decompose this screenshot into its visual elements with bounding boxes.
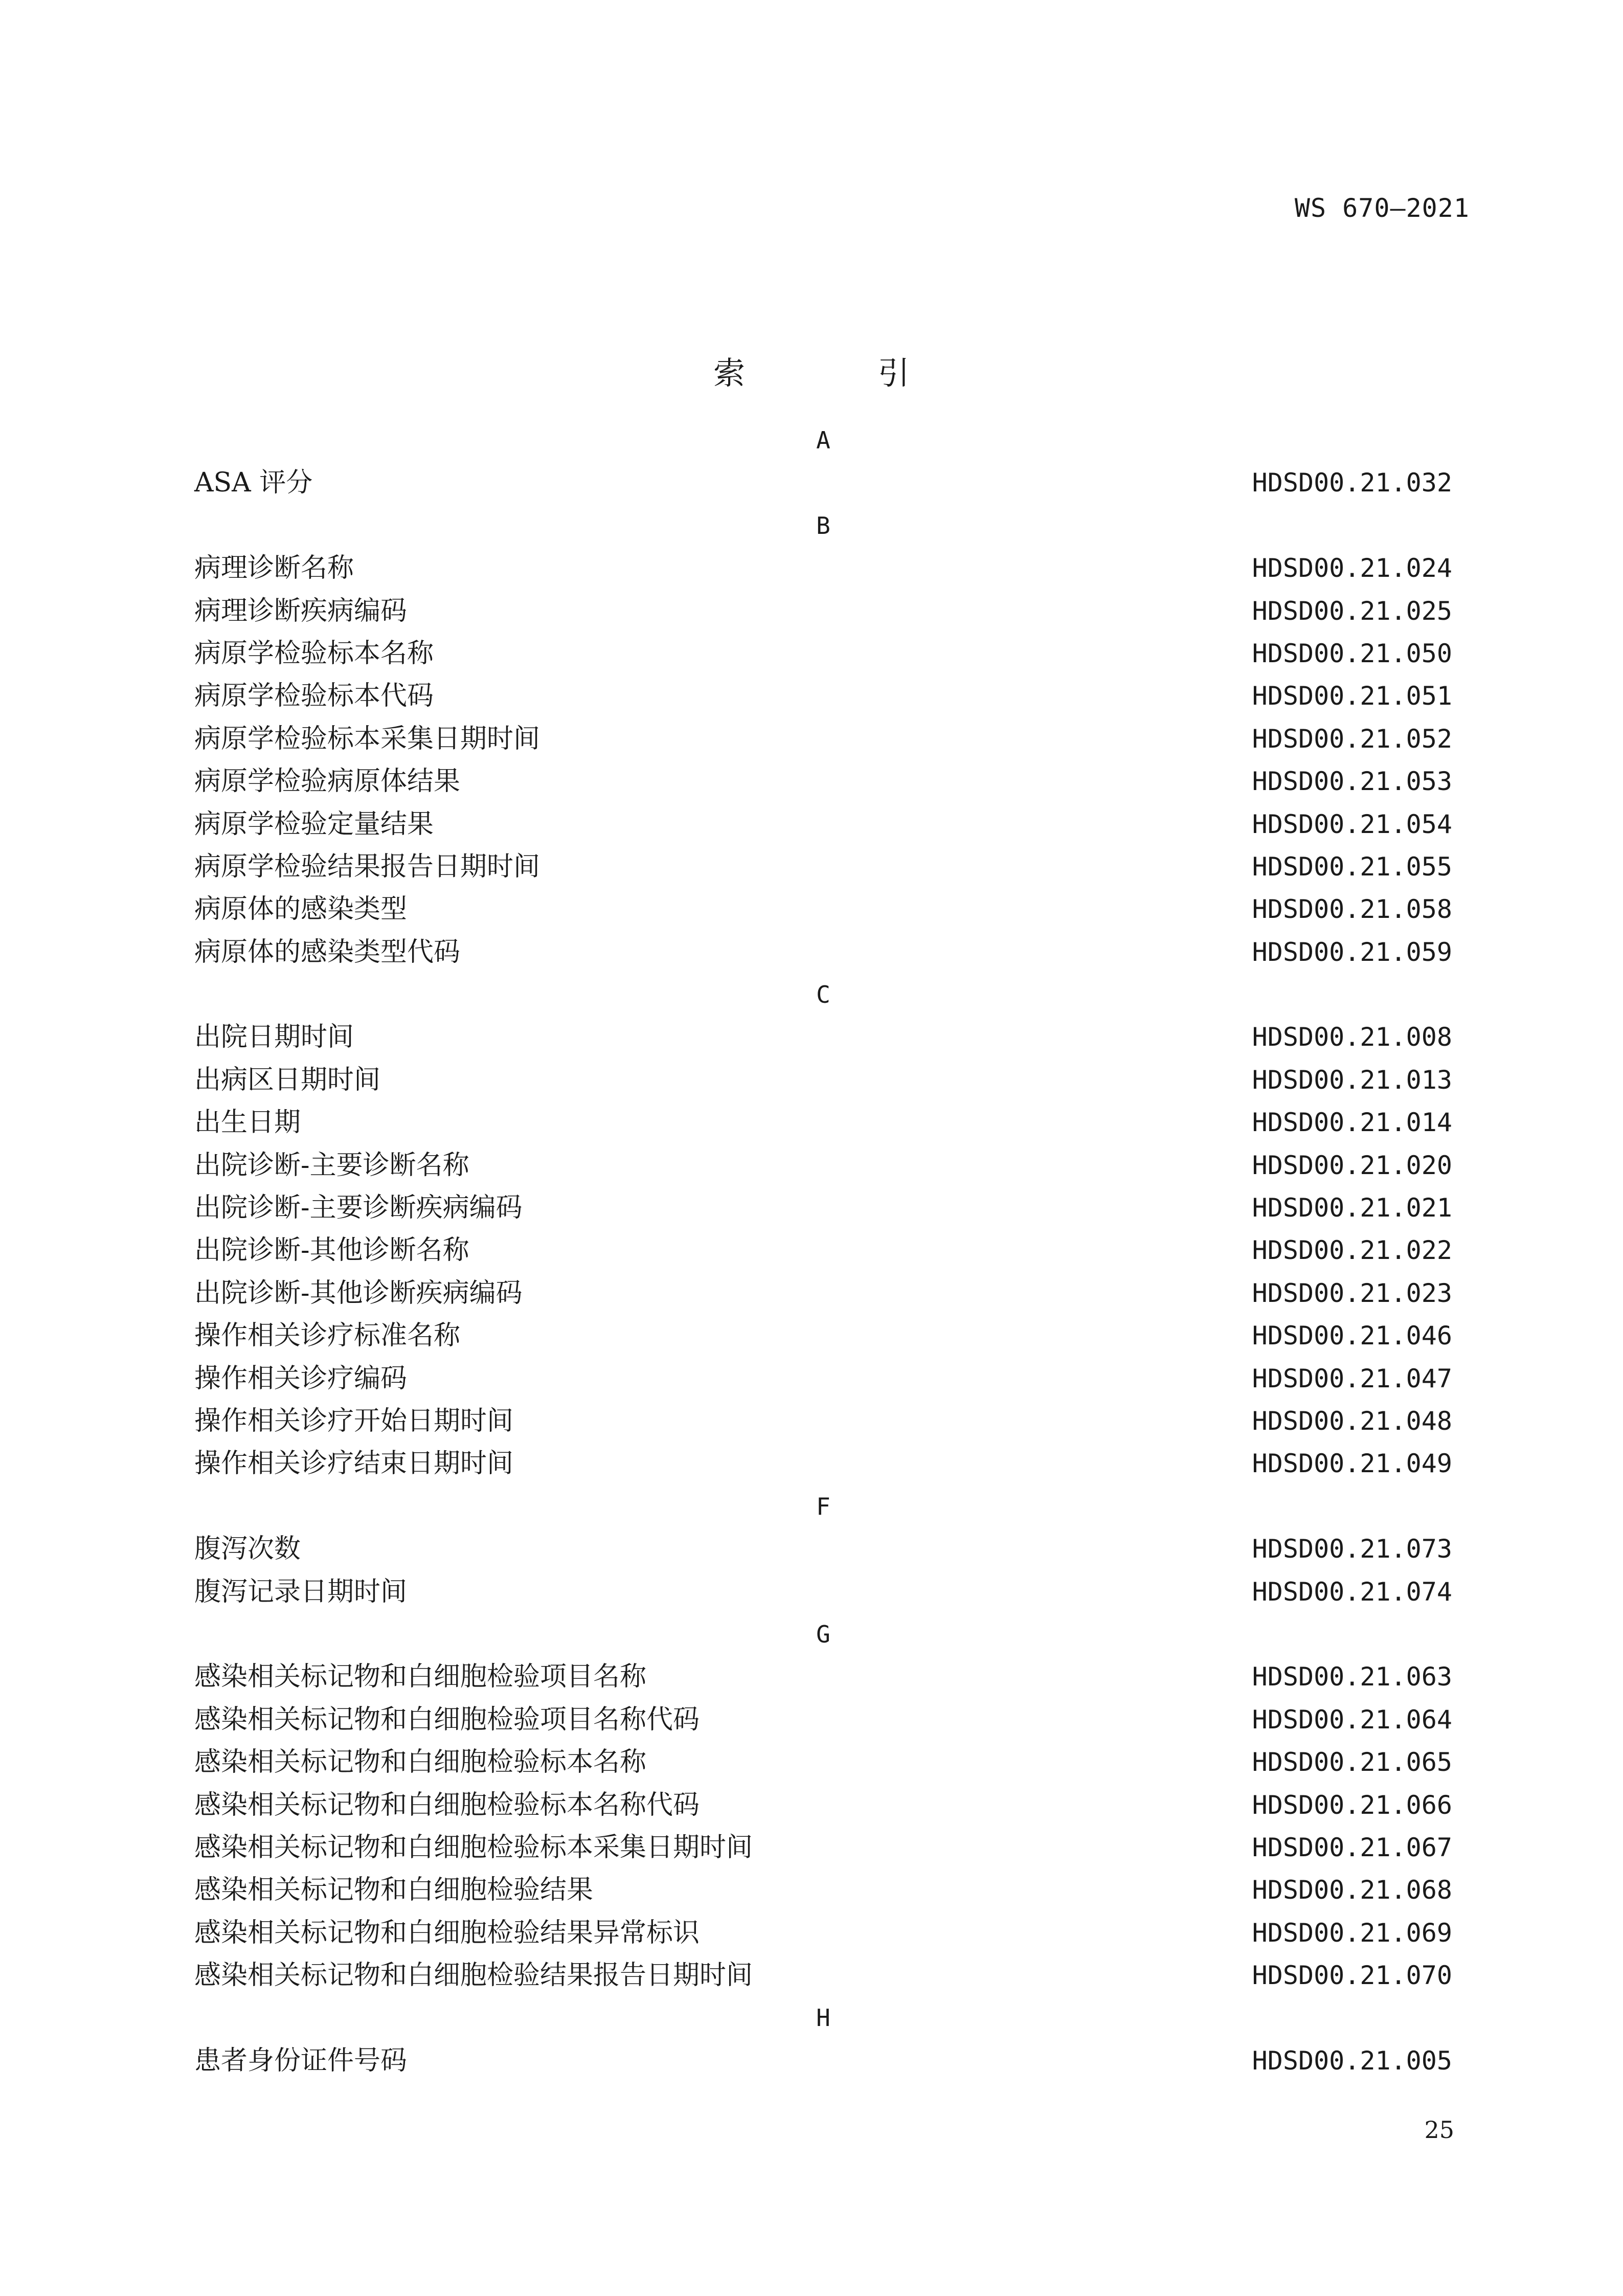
index-entry: [194, 888, 1452, 931]
index-entry: [194, 1101, 1452, 1144]
index-entry-code: HDSD00.21.051: [1252, 681, 1452, 711]
index-entry-term: 病理诊断名称: [194, 553, 354, 584]
index-entry: [194, 1528, 1452, 1570]
index-entry-term: 感染相关标记物和白细胞检验项目名称代码: [194, 1704, 700, 1735]
index-letter-heading: F: [816, 1492, 830, 1520]
index-letter-heading: B: [816, 511, 830, 539]
index-entry: [194, 1784, 1452, 1827]
index-letter-heading: A: [816, 426, 830, 454]
index-letter-heading: H: [816, 2004, 830, 2032]
index-entry-code: HDSD00.21.046: [1252, 1321, 1452, 1351]
index-entry-term: 感染相关标记物和白细胞检验项目名称: [194, 1661, 647, 1693]
index-entry-code: HDSD00.21.053: [1252, 767, 1452, 797]
index-entry-term: 感染相关标记物和白细胞检验标本采集日期时间: [194, 1832, 753, 1863]
index-entry-term: 操作相关诊疗结束日期时间: [194, 1448, 514, 1479]
index-entry-code: HDSD00.21.032: [1252, 468, 1452, 498]
index-entry: [194, 1656, 1452, 1698]
index-entry-code: HDSD00.21.005: [1252, 2045, 1452, 2076]
index-entry-term: 感染相关标记物和白细胞检验标本名称代码: [194, 1789, 700, 1820]
index-entry-term: 感染相关标记物和白细胞检验标本名称: [194, 1747, 647, 1778]
index-entry-term: 操作相关诊疗编码: [194, 1363, 408, 1394]
index-entry-term: 病原学检验标本采集日期时间: [194, 723, 540, 754]
index-entry-term: 病原学检验定量结果: [194, 808, 434, 840]
standard-code: WS 670—2021: [1294, 193, 1470, 223]
index-entry: [194, 547, 1452, 590]
index-entry-term: 操作相关诊疗开始日期时间: [194, 1405, 514, 1436]
index-entry: [194, 931, 1452, 974]
index-entry-code: HDSD00.21.008: [1252, 1022, 1452, 1052]
index-entry-code: HDSD00.21.022: [1252, 1235, 1452, 1266]
index-entry-code: HDSD00.21.074: [1252, 1577, 1452, 1607]
index-entry: [194, 1272, 1452, 1315]
index-entry: [194, 1954, 1452, 1997]
index-entry: [194, 718, 1452, 760]
index-entry-code: HDSD00.21.013: [1252, 1065, 1452, 1095]
index-entry: [194, 760, 1452, 803]
index-entry-code: HDSD00.21.024: [1252, 553, 1452, 583]
index-entry-code: HDSD00.21.049: [1252, 1449, 1452, 1479]
index-entry: [194, 1699, 1452, 1741]
index-entry-code: HDSD00.21.067: [1252, 1832, 1452, 1862]
index-entry: [194, 675, 1452, 717]
page-title: 索 引: [713, 354, 971, 392]
index-entry-term: 病理诊断疾病编码: [194, 595, 408, 626]
index-entry: [194, 462, 1452, 504]
index-entry-term: 腹泻次数: [194, 1534, 301, 1565]
index-entry: [194, 1827, 1452, 1869]
index-entry-code: HDSD00.21.020: [1252, 1150, 1452, 1180]
index-entry-term: 操作相关诊疗标准名称: [194, 1320, 461, 1352]
index-entry-term: 出生日期: [194, 1107, 301, 1138]
index-entry: [194, 1016, 1452, 1059]
index-letter-heading: C: [816, 981, 830, 1009]
index-entry-code: HDSD00.21.047: [1252, 1363, 1452, 1393]
index-entry: [194, 1571, 1452, 1613]
index-entry-code: HDSD00.21.055: [1252, 851, 1452, 882]
index-entry-term: 出院诊断-主要诊断疾病编码: [194, 1192, 523, 1224]
index-entry: [194, 1315, 1452, 1357]
index-entry-code: HDSD00.21.052: [1252, 724, 1452, 754]
index-entry: [194, 1144, 1452, 1187]
index-entry-code: HDSD00.21.069: [1252, 1918, 1452, 1948]
index-entry-code: HDSD00.21.059: [1252, 937, 1452, 967]
index-entry-term: 病原体的感染类型代码: [194, 936, 461, 967]
index-entry-code: HDSD00.21.070: [1252, 1961, 1452, 1991]
index-entry-code: HDSD00.21.023: [1252, 1278, 1452, 1308]
index-entry-term: 病原学检验结果报告日期时间: [194, 851, 540, 882]
index-entry: [194, 1443, 1452, 1485]
index-letter-heading: G: [816, 1620, 830, 1648]
index-entry-code: HDSD00.21.050: [1252, 638, 1452, 668]
index-entry-term: 病原学检验标本代码: [194, 681, 434, 712]
index-entry-code: HDSD00.21.014: [1252, 1108, 1452, 1138]
index-entry-term: 出院日期时间: [194, 1022, 354, 1053]
index-entry-term: 病原学检验病原体结果: [194, 766, 461, 797]
index-entry-code: HDSD00.21.073: [1252, 1534, 1452, 1564]
index-entry: [194, 1400, 1452, 1443]
index-entry-term: 感染相关标记物和白细胞检验结果: [194, 1875, 594, 1906]
index-entry-term: 患者身份证件号码: [194, 2045, 408, 2076]
index-entry-code: HDSD00.21.048: [1252, 1406, 1452, 1436]
index-entry-code: HDSD00.21.066: [1252, 1790, 1452, 1820]
index-entry-code: HDSD00.21.068: [1252, 1875, 1452, 1905]
index-entry-code: HDSD00.21.025: [1252, 596, 1452, 626]
index-entry-term: 病原体的感染类型: [194, 894, 408, 925]
index-entry-term: 出院诊断-其他诊断疾病编码: [194, 1277, 523, 1309]
index-entry: [194, 846, 1452, 888]
index-entry-term: 出院诊断-其他诊断名称: [194, 1235, 469, 1266]
index-entry: [194, 590, 1452, 633]
index-list: [194, 419, 1452, 2082]
index-entry: [194, 803, 1452, 846]
index-entry-term: 出病区日期时间: [194, 1064, 381, 1095]
index-entry: [194, 633, 1452, 675]
index-entry-code: HDSD00.21.054: [1252, 809, 1452, 839]
index-entry: [194, 1741, 1452, 1784]
index-entry: [194, 1912, 1452, 1954]
index-entry-term: 腹泻记录日期时间: [194, 1576, 408, 1607]
index-entry: [194, 1059, 1452, 1101]
page-number: 25: [1424, 2116, 1454, 2144]
index-entry: [194, 1229, 1452, 1272]
index-entry-code: HDSD00.21.063: [1252, 1662, 1452, 1692]
index-entry-term: 感染相关标记物和白细胞检验结果异常标识: [194, 1917, 700, 1948]
index-entry-code: HDSD00.21.058: [1252, 894, 1452, 925]
index-entry-term: ASA 评分: [194, 467, 313, 499]
index-entry: [194, 1358, 1452, 1400]
index-entry-code: HDSD00.21.021: [1252, 1193, 1452, 1223]
index-entry-code: HDSD00.21.065: [1252, 1747, 1452, 1777]
index-entry-term: 出院诊断-主要诊断名称: [194, 1150, 469, 1181]
index-entry: [194, 1869, 1452, 1911]
index-entry-code: HDSD00.21.064: [1252, 1704, 1452, 1735]
index-entry: [194, 2040, 1452, 2082]
index-entry-term: 病原学检验标本名称: [194, 638, 434, 669]
index-entry-term: 感染相关标记物和白细胞检验结果报告日期时间: [194, 1960, 753, 1991]
index-entry: [194, 1187, 1452, 1229]
